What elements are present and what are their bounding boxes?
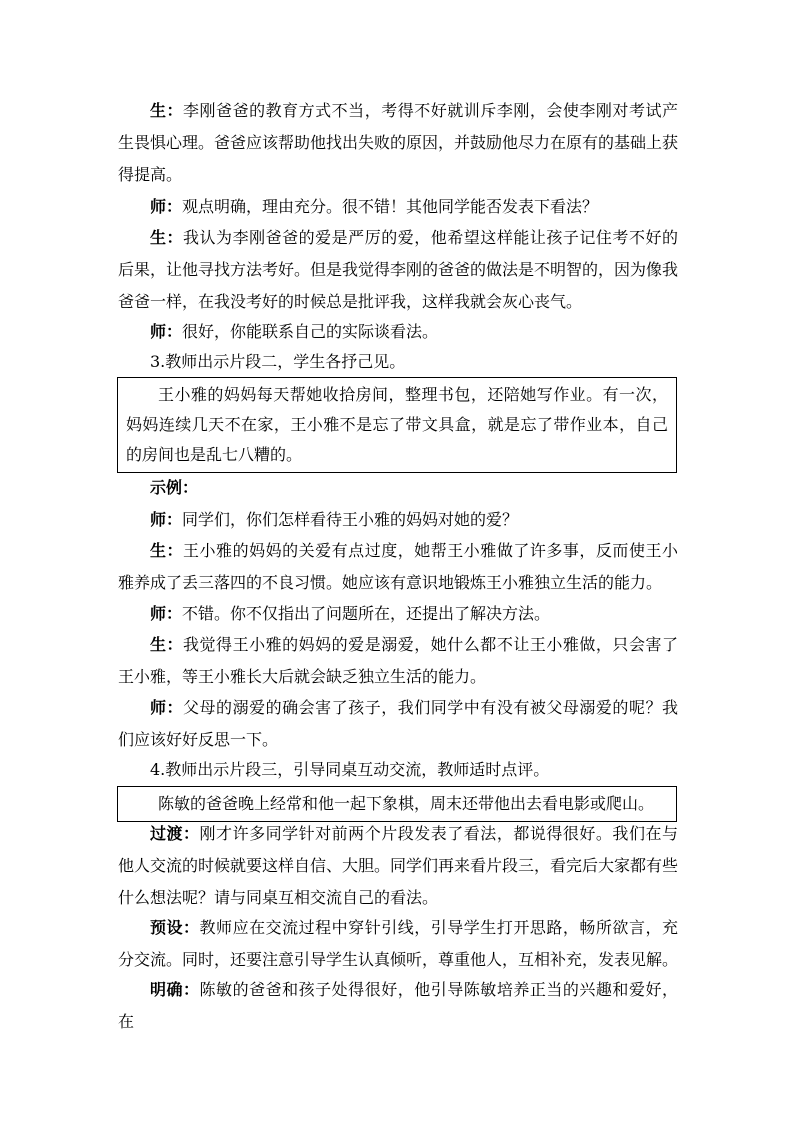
speaker-label: 生： <box>150 101 184 120</box>
dialogue-paragraph <box>118 191 678 223</box>
excerpt-box <box>117 786 677 822</box>
speaker-label: 生： <box>150 228 184 247</box>
speaker-label: 明确： <box>150 980 200 999</box>
paragraph-text: 教师应在交流过程中穿针引线，引导学生打开思路，畅所欲言，充分交流。同时，还要注意引导学生认真倾听，尊重他人，互相补充，发表见解。 <box>118 918 679 969</box>
dialogue-paragraph <box>118 818 678 914</box>
paragraph-text: 观点明确，理由充分。很不错！其他同学能否发表下看法？ <box>182 197 599 216</box>
excerpt-text: 陈敏的爸爸晚上经常和他一起下象棋，周末还带他出去看电影或爬山。 <box>158 794 655 813</box>
speaker-label: 师： <box>150 197 183 216</box>
speaker-label: 示例： <box>150 478 199 497</box>
paragraph-text: 刚才许多同学针对前两个片段发表了看法，都说得很好。我们在与他人交流的时候就要这样自信、大胆。同学们再来看片段三，看完后大家都有些什么想法呢？请与同桌互相交流自己的看法。 <box>118 824 679 907</box>
dialogue-paragraph <box>118 222 678 318</box>
dialogue-paragraph <box>118 316 678 348</box>
speaker-label: 生： <box>150 635 184 654</box>
excerpt-box <box>117 377 677 473</box>
speaker-label: 师： <box>150 604 183 623</box>
step-heading <box>118 346 678 378</box>
paragraph-text: 我觉得王小雅的妈妈的爱是溺爱，她什么都不让王小雅做，只会害了王小雅，等王小雅长大后就会缺乏独立生活的能力。 <box>118 635 678 686</box>
paragraph-text: 王小雅的妈妈的关爱有点过度，她帮王小雅做了许多事，反而使王小雅养成了丢三落四的不良习惯。她应该有意识地锻炼王小雅独立生活的能力。 <box>118 541 678 592</box>
dialogue-paragraph <box>118 535 678 599</box>
paragraph-text: 3.教师出示片段二，学生各抒己见。 <box>150 352 406 371</box>
step-heading <box>118 754 678 786</box>
dialogue-paragraph <box>118 95 678 191</box>
dialogue-paragraph <box>118 598 678 630</box>
example-label <box>118 472 678 504</box>
speaker-label: 师： <box>150 698 184 717</box>
paragraph-text: 4.教师出示片段三，引导同桌互动交流，教师适时点评。 <box>150 760 550 779</box>
paragraph-text: 同学们，你们怎样看待王小雅的妈妈对她的爱？ <box>182 510 519 529</box>
dialogue-paragraph <box>118 692 678 756</box>
paragraph-text: 我认为李刚爸爸的爱是严厉的爱，他希望这样能让孩子记住考不好的后果，让他寻找方法考好。但是我觉得李刚的爸爸的做法是不明智的，因为像我爸爸一样，在我没考好的时候总是批评我，这样我就会灰心丧气。 <box>118 228 679 311</box>
paragraph-text: 不错。你不仅指出了问题所在，还提出了解决方法。 <box>182 604 551 623</box>
speaker-label: 预设： <box>150 918 200 937</box>
paragraph-text: 很好，你能联系自己的实际谈看法。 <box>182 322 439 341</box>
excerpt-text: 王小雅的妈妈每天帮她收拾房间，整理书包，还陪她写作业。有一次，妈妈连续几天不在家，王小雅不是忘了带文具盒，就是忘了带作业本，自己的房间也是乱七八糟的。 <box>126 385 668 464</box>
dialogue-paragraph <box>118 629 678 693</box>
paragraph-text: 父母的溺爱的确会害了孩子，我们同学中有没有被父母溺爱的呢？我们应该好好反思一下。 <box>118 698 678 749</box>
speaker-label: 生： <box>150 541 184 560</box>
dialogue-paragraph <box>118 912 678 976</box>
dialogue-paragraph <box>118 504 678 536</box>
speaker-label: 师： <box>150 510 183 529</box>
dialogue-paragraph <box>118 974 678 1038</box>
speaker-label: 师： <box>150 322 183 341</box>
paragraph-text: 陈敏的爸爸和孩子处得很好，他引导陈敏培养正当的兴趣和爱好，在 <box>118 980 678 1031</box>
speaker-label: 过渡： <box>150 824 200 843</box>
paragraph-text: 李刚爸爸的教育方式不当，考得不好就训斥李刚，会使李刚对考试产生畏惧心理。爸爸应该帮助他找出失败的原因，并鼓励他尽力在原有的基础上获得提高。 <box>118 101 679 184</box>
